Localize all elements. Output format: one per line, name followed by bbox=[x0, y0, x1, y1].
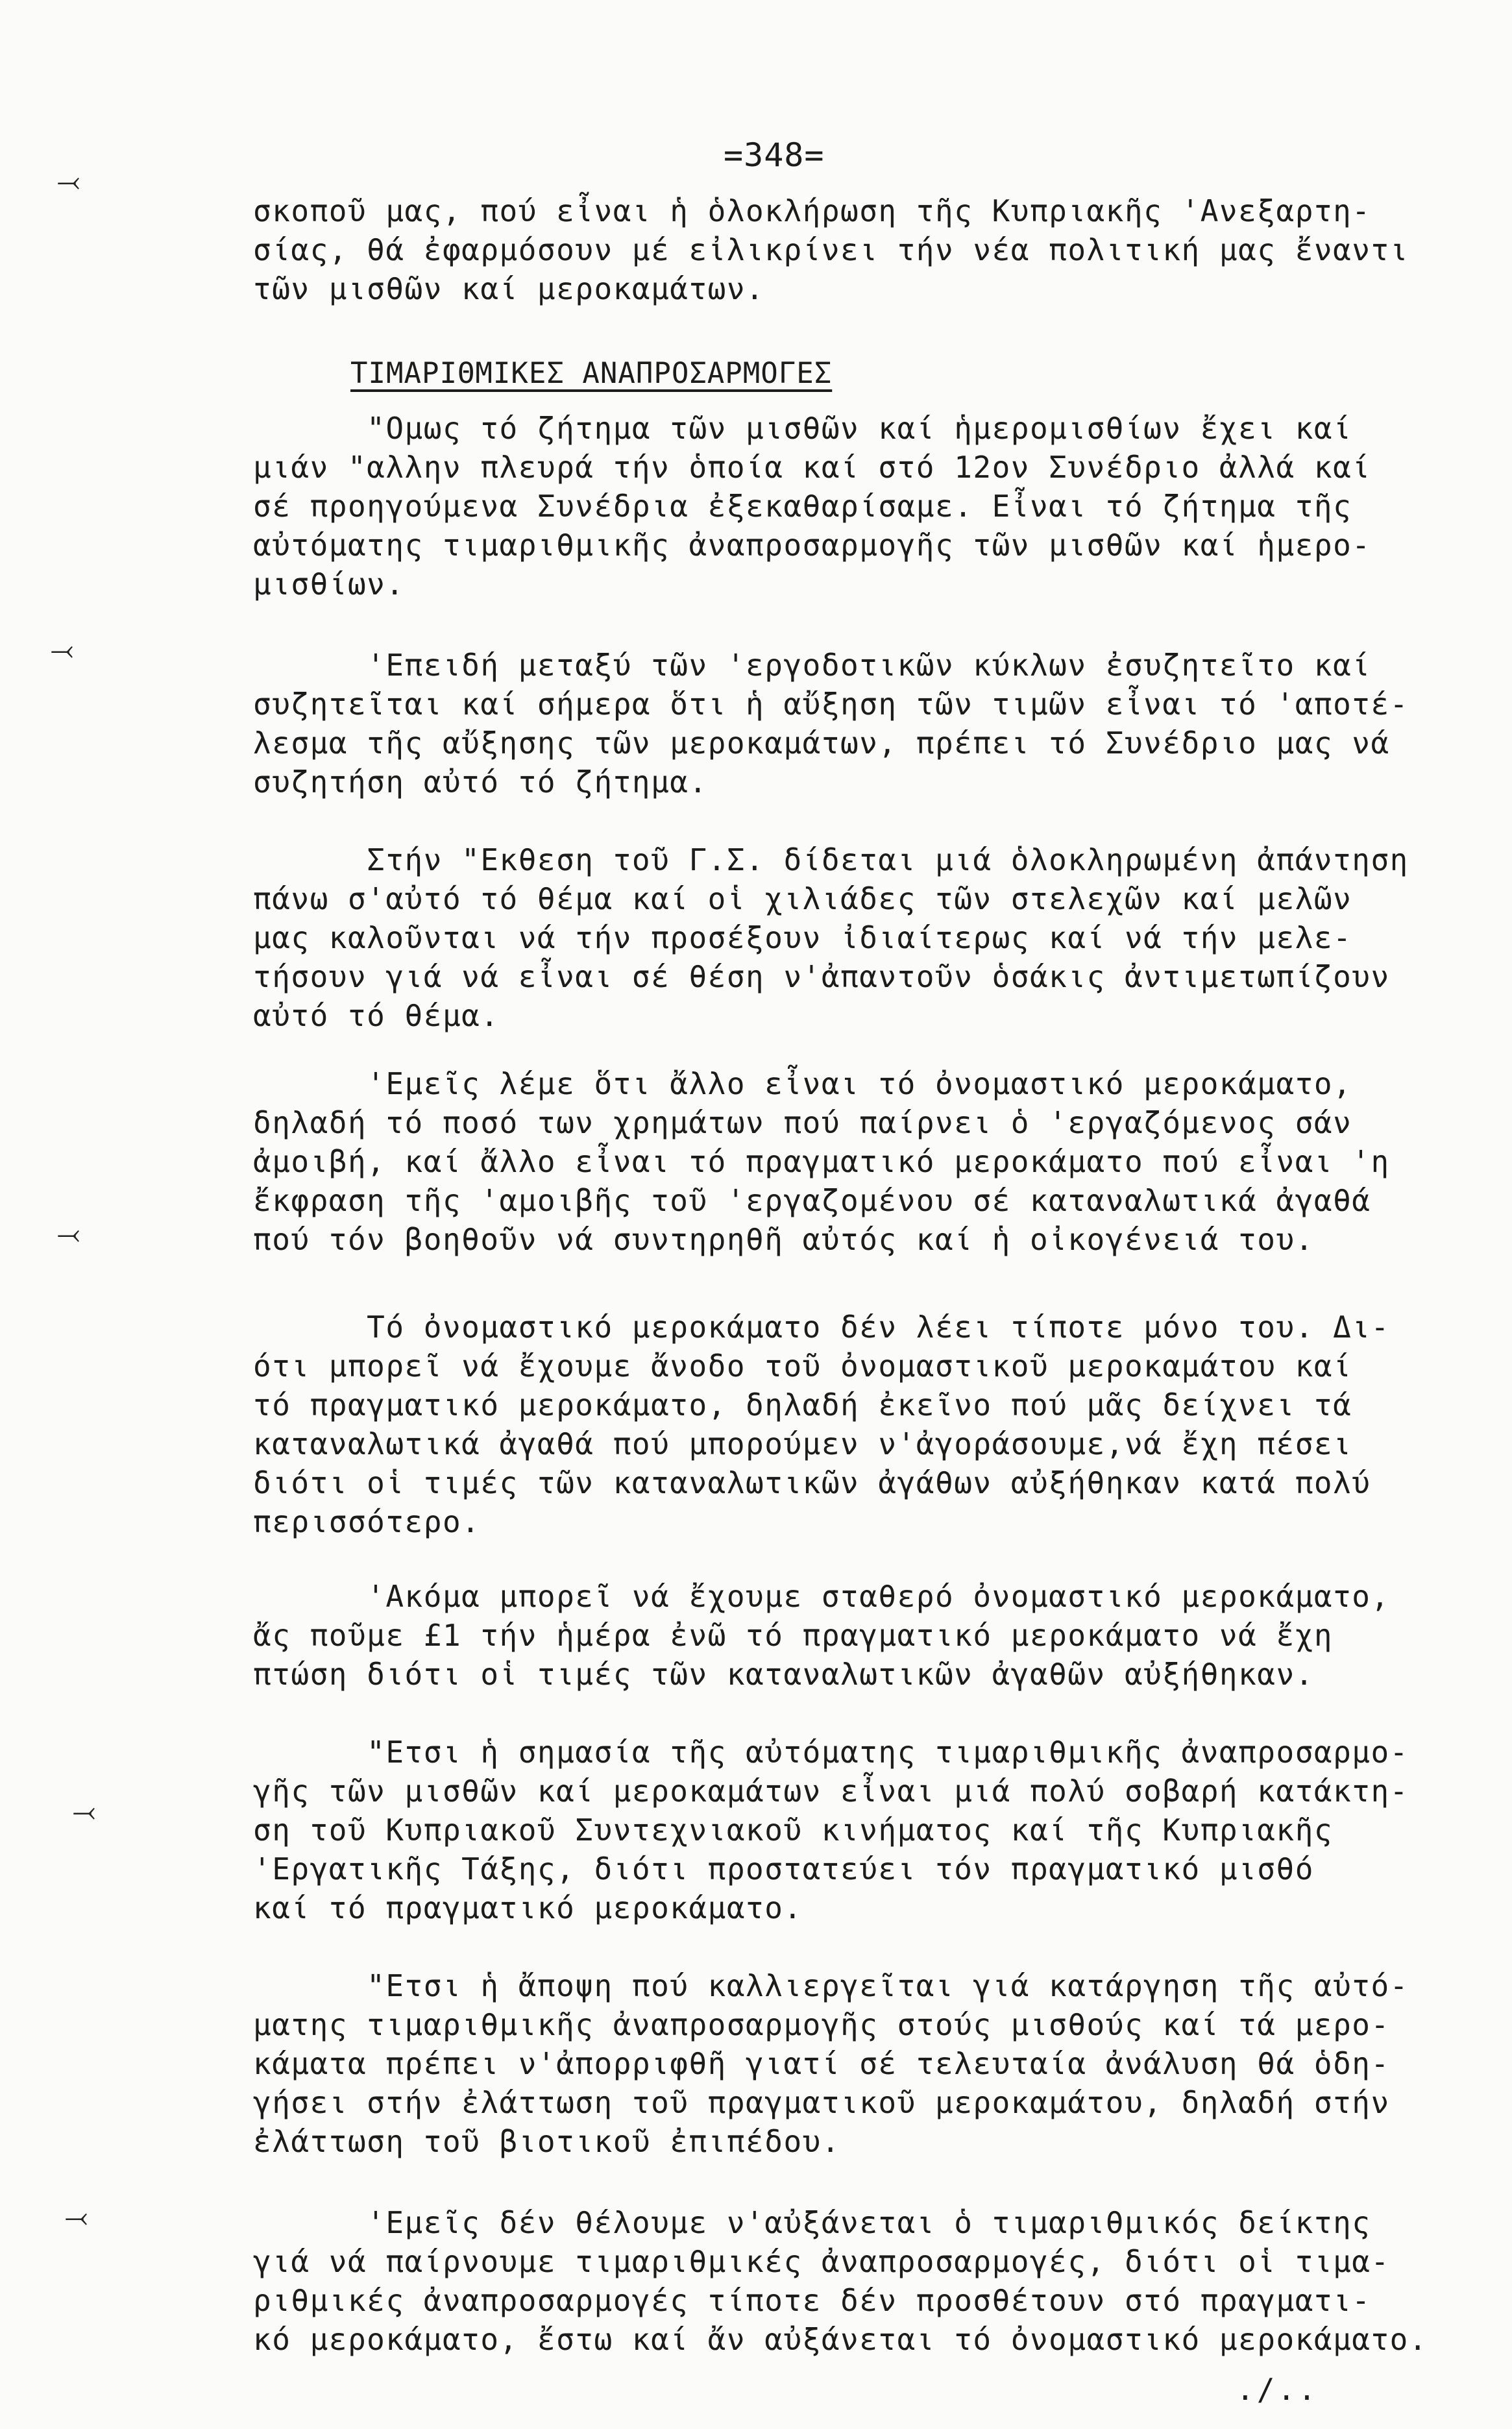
margin-mark-icon: ⤙ bbox=[65, 2201, 88, 2234]
margin-mark-icon: ⤙ bbox=[73, 1795, 96, 1828]
continuation-mark: ./.. bbox=[1236, 2372, 1319, 2407]
paragraph-3: 'Επειδή μεταξύ τῶν 'εργοδοτικῶν κύκλων ἐσυζητεῖτο καί συζητεῖται καί σήμερα ὅτι ἡ αὔξηση τῶν τιμῶν εἶναι τό 'αποτέ- λεσμα τῆς αὔξησης τῶν μεροκαμάτων, πρέπει τό Συνέδριο μας νά συζητήση αὐτό τό ζήτημα. bbox=[253, 648, 1409, 799]
margin-mark-icon: ⤙ bbox=[57, 1217, 80, 1251]
section-heading: ΤΙΜΑΡΙΘΜΙΚΕΣ ΑΝΑΠΡΟΣΑΡΜΟΓΕΣ bbox=[350, 357, 833, 390]
paragraph-9: "Ετσι ἡ ἄποψη πού καλλιεργεῖται γιά κατάργηση τῆς αὐτό- ματης τιμαριθμικῆς ἀναπροσαρμογῆς στούς μισθούς καί τά μερο- κάματα πρέπει ν'ἀπορριφθῆ γιατί σέ τελευταία ἀνάλυση θά ὁδη- γήσει στήν ἐλάττωση τοῦ πραγματικοῦ μεροκαμάτου, δηλαδή στήν ἐλάττωση τοῦ βιοτικοῦ ἐπιπέδου. bbox=[253, 1968, 1409, 2159]
margin-mark-icon: ⤙ bbox=[57, 165, 80, 198]
margin-mark-icon: ⤙ bbox=[51, 633, 74, 666]
paragraph-4: Στήν "Εκθεση τοῦ Γ.Σ. δίδεται μιά ὁλοκληρωμένη ἀπάντηση πάνω σ'αὐτό τό θέμα καί οἱ χιλιάδες τῶν στελεχῶν καί μελῶν μας καλοῦνται νά τήν προσέξουν ἰδιαίτερως καί νά τήν μελε- τήσουν γιά νά εἶναι σέ θέση ν'ἀπαντοῦν ὁσάκις ἀντιμετωπίζουν αὐτό τό θέμα. bbox=[253, 842, 1409, 1033]
paragraph-7: 'Ακόμα μπορεῖ νά ἔχουμε σταθερό ὀνομαστικό μεροκάματο, ἄς ποῦμε £1 τήν ἡμέρα ἐνῶ τό πραγματικό μεροκάματο νά ἔχη πτώση διότι οἱ τιμές τῶν καταναλωτικῶν ἀγαθῶν αὐξήθηκαν. bbox=[253, 1579, 1390, 1692]
paragraph-6: Τό ὀνομαστικό μεροκάματο δέν λέει τίποτε μόνο του. Δι- ότι μπορεῖ νά ἔχουμε ἄνοδο τοῦ ὀνομαστικοῦ μεροκαμάτου καί τό πραγματικό μεροκάματο, δηλαδή ἐκεῖνο πού μᾶς δείχνει τά καταναλωτικά ἀγαθά πού μπορούμεν ν'ἀγοράσουμε,νά ἔχη πέσει διότι οἱ τιμές τῶν καταναλωτικῶν ἀγάθων αὐξήθηκαν κατά πολύ περισσότερο. bbox=[253, 1310, 1390, 1539]
page-number: =348= bbox=[724, 136, 825, 174]
paragraph-5: 'Εμεῖς λέμε ὅτι ἄλλο εἶναι τό ὀνομαστικό μεροκάματο, δηλαδή τό ποσό των χρημάτων πού παίρνει ὁ 'εργαζόμενος σάν ἀμοιβή, καί ἄλλο εἶναι τό πραγματικό μεροκάματο πού εἶναι 'η ἔκφραση τῆς 'αμοιβῆς τοῦ 'εργαζομένου σέ καταναλωτικά ἀγαθά πού τόν βοηθοῦν νά συντηρηθῆ αὐτός καί ἡ οἰκογένειά του. bbox=[253, 1066, 1390, 1257]
paragraph-1: σκοποῦ μας, πού εἶναι ἡ ὁλοκλήρωση τῆς Κυπριακῆς 'Ανεξαρτη- σίας, θά ἐφαρμόσουν μέ εἰλικρίνει τήν νέα πολιτική μας ἔναντι τῶν μισθῶν καί μεροκαμάτων. bbox=[253, 193, 1409, 306]
paragraph-8: "Ετσι ἡ σημασία τῆς αὐτόματης τιμαριθμικῆς ἀναπροσαρμο- γῆς τῶν μισθῶν καί μεροκαμάτων εἶναι μιά πολύ σοβαρή κατάκτη- ση τοῦ Κυπριακοῦ Συντεχνιακοῦ κινήματος καί τῆς Κυπριακῆς 'Εργατικῆς Τάξης, διότι προστατεύει τόν πραγματικό μισθό καί τό πραγματικό μεροκάματο. bbox=[253, 1735, 1409, 1925]
paragraph-2: "Ομως τό ζήτημα τῶν μισθῶν καί ἡμερομισθίων ἔχει καί μιάν "αλλην πλευρά τήν ὁποία καί στό 12ον Συνέδριο ἀλλά καί σέ προηγούμενα Συνέδρια ἐξεκαθαρίσαμε. Εἶναι τό ζήτημα τῆς αὐτόματης τιμαριθμικῆς ἀναπροσαρμογῆς τῶν μισθῶν καί ἡμερο- μισθίων. bbox=[253, 411, 1371, 602]
paragraph-10: 'Εμεῖς δέν θέλουμε ν'αὐξάνεται ὁ τιμαριθμικός δείκτης γιά νά παίρνουμε τιμαριθμικές ἀναπροσαρμογές, διότι οἱ τιμα- ριθμικές ἀναπροσαρμογές τίποτε δέν προσθέτουν στό πραγματι- κό μεροκάματο, ἔστω καί ἄν αὐξάνεται τό ὀνομαστικό μεροκάματο. bbox=[253, 2205, 1428, 2357]
